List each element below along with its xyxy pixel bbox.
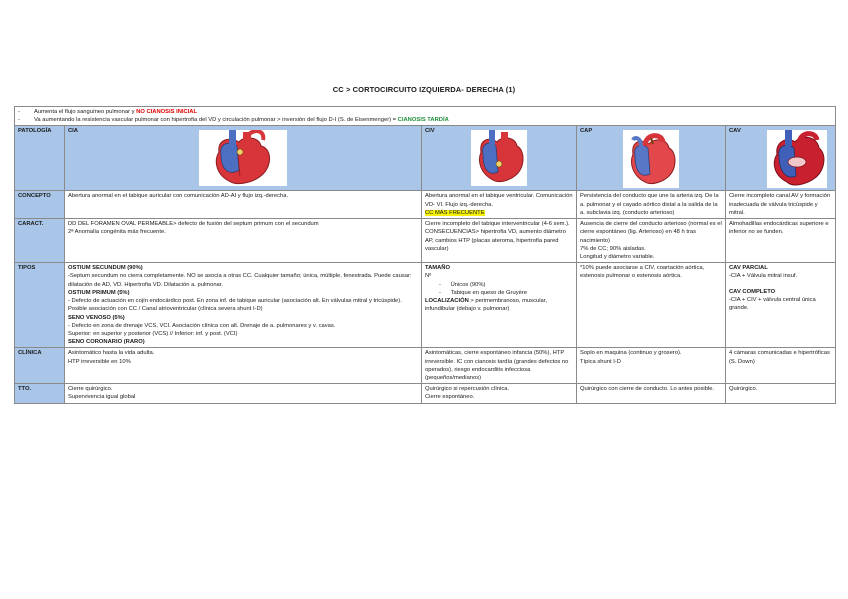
note-1-text: Aumenta el flujo sanguíneo pulmonar y — [34, 109, 137, 115]
page-title: CC > CORTOCIRCUITO IZQUIERDA- DERECHA (1) — [332, 85, 516, 94]
tipos-cia-heading-4: SENO CORONARIO (RARO) — [68, 339, 145, 346]
header-row — [15, 126, 836, 191]
header-cia-label: CIA — [68, 128, 78, 135]
header-cap — [577, 126, 726, 191]
concepto-cav: Cierre incompleto canal AV y formación inadecuada de válvula tricúspide y mitral. — [726, 191, 836, 219]
tipos-cav-heading-1: CAV PARCIAL — [729, 265, 768, 272]
heart-cia-illustration — [199, 130, 287, 186]
spacer — [729, 281, 832, 288]
row-caract — [15, 219, 836, 263]
tipos-civ-item-1 — [425, 281, 573, 289]
header-cap-label: CAP — [580, 128, 593, 135]
clinica-cav: 4 cámaras comunicadas e hipertróficas (S. Down) — [726, 348, 836, 384]
header-civ-label: CIV — [425, 128, 435, 135]
tipos-civ-item-1-text: Únicos (90%) — [450, 281, 486, 288]
header-patologia — [15, 126, 65, 191]
tto-cav: Quirúrgico. — [726, 384, 836, 403]
notes-row — [15, 107, 836, 126]
note-line-2: - Va aumentando la resistencia vascular pulmonar con hipertrofia del VD y circulación pulmonar > inversión del flujo D-I (S. de Eisenmenger) = CIANOSIS TARDÍA — [18, 117, 449, 124]
tto-cap: Quirúrgico con cierre de conducto. Lo antes posible. — [577, 384, 726, 403]
tipos-civ-heading-tamano: TAMAÑO — [425, 265, 451, 272]
tipos-cav-heading-2: CAV COMPLETO — [729, 288, 776, 295]
tipos-cia-heading-2: OSTIUM PRIMUM (5%) — [68, 289, 130, 296]
caract-cap — [577, 219, 726, 263]
no-cianosis-label: NO CIANOSIS INICIAL — [136, 109, 198, 115]
tipos-cav — [726, 263, 836, 348]
header-cav-label: CAV — [729, 128, 741, 135]
header-civ — [422, 126, 577, 191]
tipos-civ — [422, 263, 577, 348]
cc-mas-frecuente-highlight: CC MÁS FRECUENTE — [425, 209, 485, 216]
tipos-civ-localizacion — [425, 297, 573, 313]
note-line-1: - Aumenta el flujo sanguíneo pulmonar y NO CIANOSIS INICIAL — [18, 109, 198, 115]
tipos-civ-loc-text: > perimembranoso, muscular, infundibular (debajo v. pulmonar) — [425, 298, 547, 313]
header-cav — [726, 126, 836, 191]
cianosis-tardia-label: CIANOSIS TARDÍA — [397, 117, 449, 124]
tto-cia-line-2: Supervivencia igual global — [68, 394, 136, 401]
tipos-cia-text-3a: - Defecto en zona de drenaje VCS, VCI. Asociación clínica con alt. Drenaje de a. pulmonares y v. cavas. — [68, 322, 336, 329]
tipos-cav-text-1: -CIA + Válvula mitral insuf. — [729, 273, 798, 280]
tipos-cia — [65, 263, 422, 348]
row-label-clinica: CLÍNICA — [15, 348, 65, 384]
heart-cav-illustration — [767, 130, 827, 188]
note-2-text: Va aumentando la resistencia vascular pulmonar con hipertrofia del VD y circulación pulmonar > inversión del flujo D-I (S. de Eisenmenger) = — [34, 117, 398, 124]
tto-civ — [422, 384, 577, 403]
tipos-civ-item-2-text: Tabique en queso de Gruyère — [450, 289, 527, 296]
tipos-cia-text-1: -Septum secundum no cierra completamente. NO se asocia a otras CC. Cualquier tamaño; única, múltiple, fenestrada. Puede causar: dilatación de AD, VD. Hipertrofia VD. Dilatación a. pulmonar. — [68, 273, 412, 288]
tto-cia — [65, 384, 422, 403]
tto-civ-line-1: Quirúrgico si repercusión clínica. — [425, 386, 510, 393]
caract-civ: Cierre incompleto del tabique interventricular (4-6 sem.). CONSECUENCIAS> hipertrofia VD, aumento diámetro AP, cambios HTP (placas ateroma, hipertrofia pared vascular) — [422, 219, 577, 263]
clinica-cap-line-2: Típica shunt I-D — [580, 358, 621, 365]
concepto-civ-text: Abertura anormal en el tabique ventricular. Comunicación VD- VI. Flujo izq.-derecha. — [425, 193, 573, 208]
caract-cap-line-2: 7% de CC; 90% aisladas. — [580, 245, 646, 252]
tto-cia-line-1: Cierre quirúrgico. — [68, 386, 113, 393]
tipos-cia-text-2: - Defecto de actuación en cojín endocárdico post. En zona inf. de tabique auricular (asociación alt. En válvulas mitral y tricúspide). Posible asociación con CC / Canal atrioventricular (clínica severa shunt I-D) — [68, 298, 402, 313]
tipos-cia-heading-3: SENO VENOSO (5%) — [68, 314, 125, 321]
tipos-civ-n: Nº — [425, 273, 432, 280]
clinica-civ: Asintomáticas, cierre espontáneo infancia (50%), HTP irreversible. IC con cianosis tardía (grandes defectos no operados), riesgo endocarditis infecciosa (pequeños/medianos) — [422, 348, 577, 384]
concepto-cap: Persistencia del conducto que une la arteria izq. De la a. pulmonar y el cayado aórtico distal a la salida de la a. subclavia izq. (conducto arterioso) — [577, 191, 726, 219]
clinica-cia-line-2: HTP irreversible en 10% — [68, 358, 131, 365]
concepto-cia: Abertura anormal en el tabique auricular con comunicación AD-AI y flujo izq.-derecha. — [65, 191, 422, 219]
tipos-cia-heading-1: OSTIUM SECUNDUM (90%) — [68, 265, 143, 272]
tipos-civ-item-2 — [425, 289, 573, 297]
caract-cia-line-2: 2ª Anomalía congénita más frecuente. — [68, 229, 166, 236]
caract-cap-line-1: Ausencia de cierre del conducto arterioso (normal es el cierre espontáneo (lig. Arterioso) en 48 h tras nacimiento) — [580, 221, 722, 244]
heart-cap-illustration — [623, 130, 679, 188]
tipos-cia-text-3b: Superior: en superior y posterior (VCS) // Inferior: inf. y post. (VCI) — [68, 330, 238, 337]
tipos-cap: *10% puede asociarse a CIV, coartación aórtica, estenosis pulmonar o estenosis aórtica. — [577, 263, 726, 348]
caract-cia — [65, 219, 422, 263]
row-tto — [15, 384, 836, 403]
concepto-civ — [422, 191, 577, 219]
clinica-cia-line-1: Asintomático hasta la vida adulta. — [68, 350, 155, 357]
clinica-cap — [577, 348, 726, 384]
header-patologia-label: PATOLOGÍA — [18, 128, 52, 135]
bullet-dash: - — [439, 289, 451, 296]
clinica-cap-line-1: Soplo en maquina (continuo y grosero). — [580, 350, 682, 357]
header-cia — [65, 126, 422, 191]
row-label-concepto: CONCEPTO — [15, 191, 65, 219]
cc-table — [14, 106, 836, 404]
clinica-cia — [65, 348, 422, 384]
row-label-tto: TTO. — [15, 384, 65, 403]
tipos-civ-loc-heading: LOCALIZACIÓN — [425, 298, 469, 305]
heart-civ-illustration — [471, 130, 527, 186]
caract-cav: Almohadillas endocárdicas superiore e inferior no se funden. — [726, 219, 836, 263]
tipos-cav-text-2: -CIA + CIV + válvula central única grande. — [729, 296, 816, 312]
row-clinica — [15, 348, 836, 384]
notes-cell — [15, 107, 836, 126]
row-tipos — [15, 263, 836, 348]
tto-civ-line-2: Cierre espontáneo. — [425, 394, 475, 401]
bullet-dash: - — [439, 281, 451, 288]
caract-cia-line-1: DD DEL FORAMEN OVAL PERMEABLE> defecto de fusión del septum primum con el secundum — [68, 221, 319, 228]
row-concepto — [15, 191, 836, 219]
caract-cap-line-3: Longitud y diámetro variable. — [580, 253, 655, 260]
row-label-tipos: TIPOS — [15, 263, 65, 348]
row-label-caract: CARACT. — [15, 219, 65, 263]
